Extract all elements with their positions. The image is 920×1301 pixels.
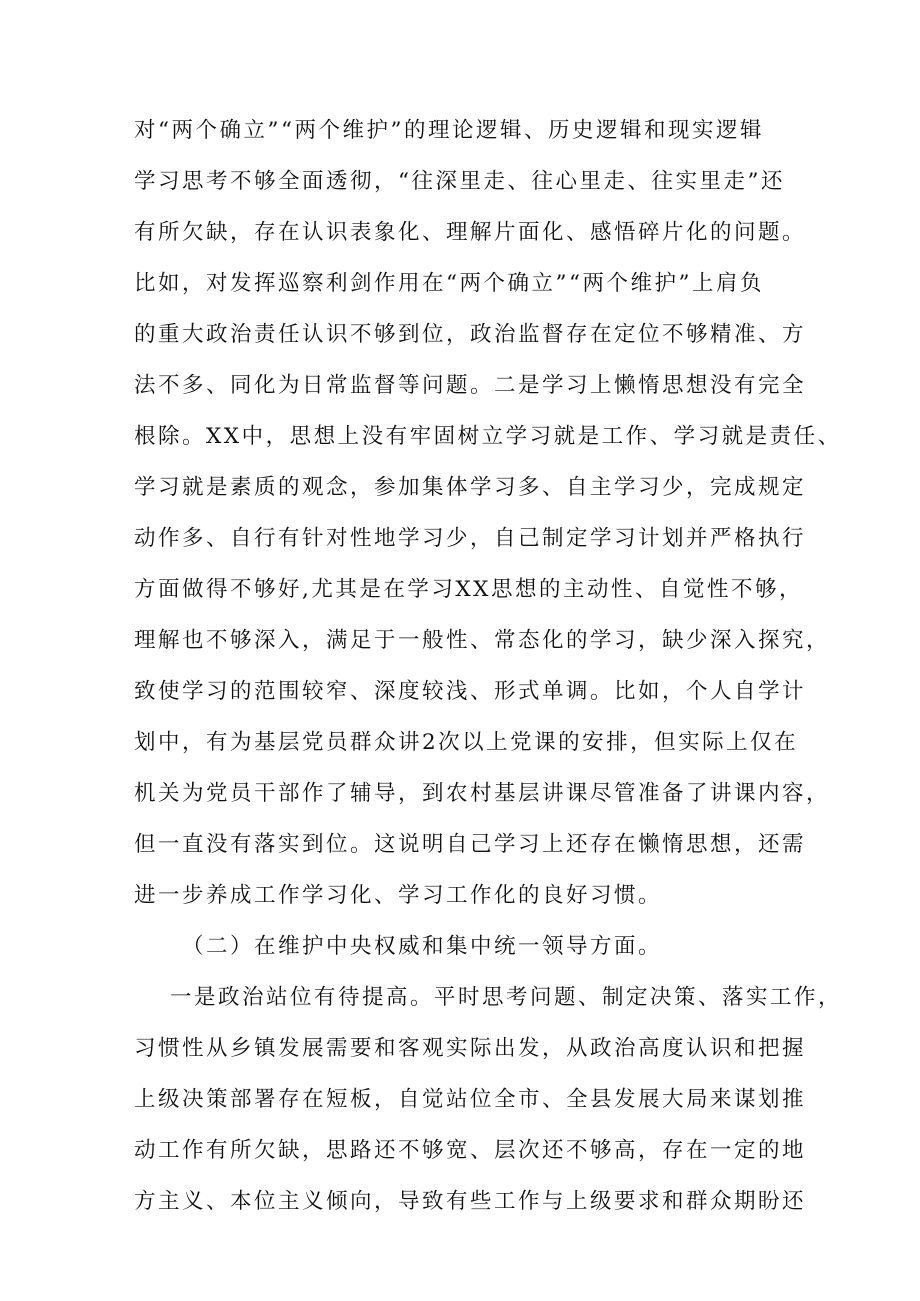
- body-text-line: 对“两个确立”“两个维护”的理论逻辑、历史逻辑和现实逻辑: [134, 118, 764, 143]
- body-text-line: 学习思考不够全面透彻，“往深里走、往心里走、往实里走”还: [134, 169, 785, 194]
- body-text-line: 进一步养成工作学习化、学习工作化的良好习惯。: [134, 883, 663, 908]
- section-heading: （二）在维护中央权威和集中统一领导方面。: [182, 934, 663, 959]
- body-text-line: 动工作有所欠缺，思路还不够宽、层次还不够高，存在一定的地: [134, 1138, 807, 1163]
- body-text-line: 动作多、自行有针对性地学习少，自己制定学习计划并严格执行: [134, 526, 807, 551]
- body-text-line: 方主义、本位主义倾向，导致有些工作与上级要求和群众期盼还: [134, 1189, 807, 1214]
- body-text-line: 有所欠缺，存在认识表象化、理解片面化、感悟碎片化的问题。: [134, 220, 807, 245]
- body-text-line: 上级决策部署存在短板，自觉站位全市、全县发展大局来谋划推: [134, 1087, 807, 1112]
- body-text-line: 习惯性从乡镇发展需要和客观实际出发，从政治高度认识和把握: [134, 1036, 807, 1061]
- body-text-line: 机关为党员干部作了辅导，到农村基层讲课尽管准备了讲课内容，: [134, 781, 831, 806]
- body-text-line: 根除。XX中，思想上没有牢固树立学习就是工作、学习就是责任、: [134, 424, 842, 449]
- body-text-line: 但一直没有落实到位。这说明自己学习上还存在懒惰思想，还需: [134, 832, 807, 857]
- body-text-line: 致使学习的范围较窄、深度较浅、形式单调。比如，个人自学计: [134, 679, 807, 704]
- body-text-line: 的重大政治责任认识不够到位，政治监督存在定位不够精准、方: [134, 322, 807, 347]
- body-text-line: 一是政治站位有待提高。平时思考问题、制定决策、落实工作，: [170, 985, 843, 1010]
- body-text-line: 方面做得不够好,尤其是在学习XX思想的主动性、自觉性不够，: [134, 577, 803, 602]
- body-text-line: 理解也不够深入，满足于一般性、常态化的学习，缺少深入探究，: [134, 628, 831, 653]
- body-text-line: 学习就是素质的观念，参加集体学习多、自主学习少，完成规定: [134, 475, 807, 500]
- body-text-line: 法不多、同化为日常监督等问题。二是学习上懒惰思想没有完全: [134, 373, 807, 398]
- body-text-line: 划中，有为基层党员群众讲2次以上党课的安排，但实际上仅在: [134, 730, 799, 755]
- body-text-line: 比如，对发挥巡察利剑作用在“两个确立”“两个维护”上肩负: [134, 271, 764, 296]
